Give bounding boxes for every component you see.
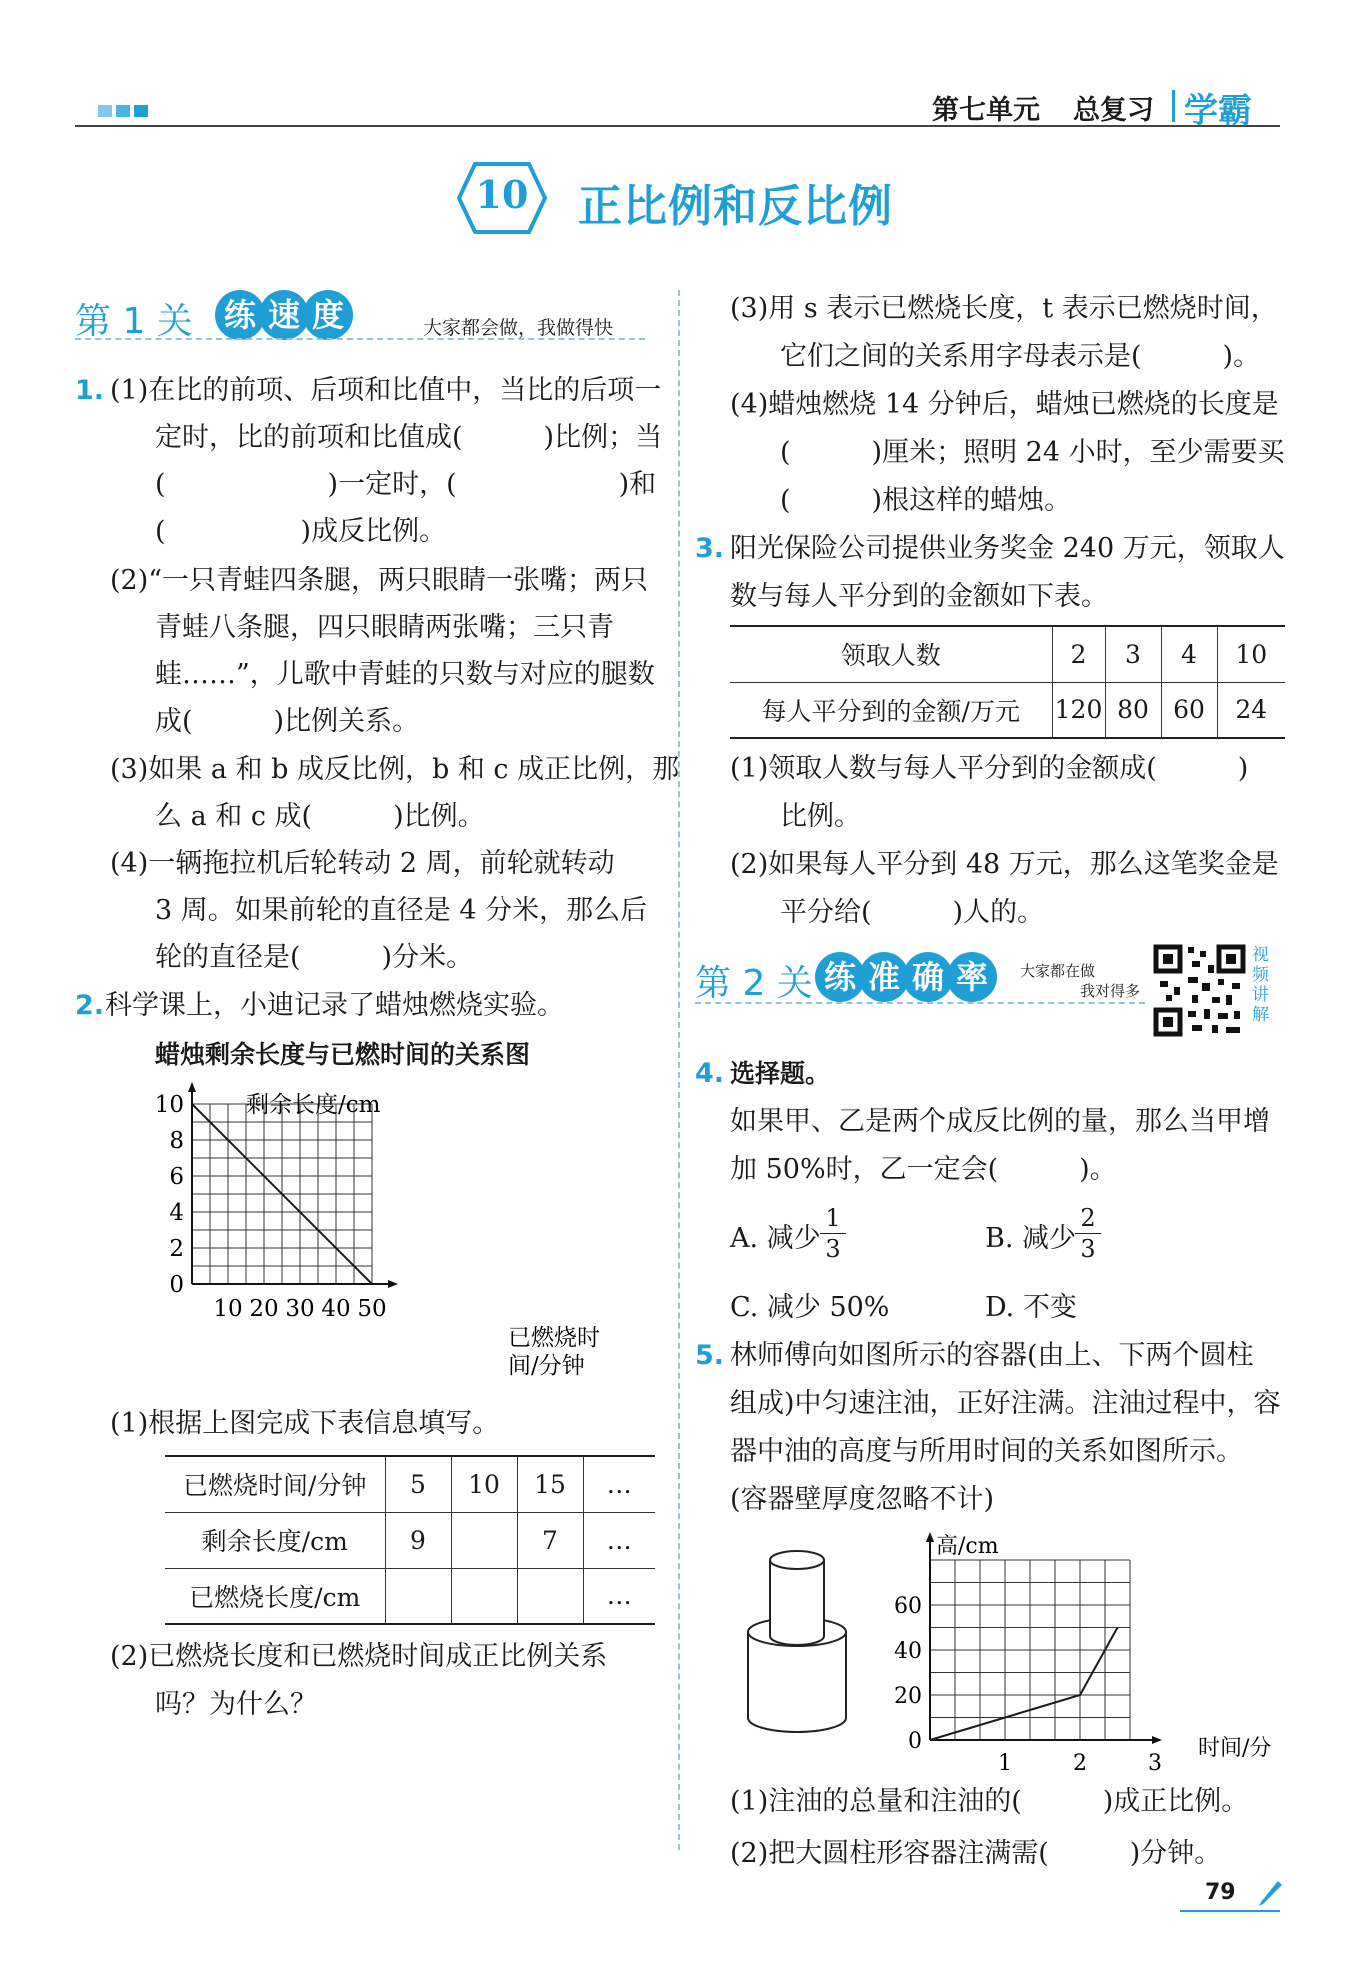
q3-sub2: 平分给( )人的。	[780, 897, 1045, 928]
q1-line: 成( )比例关系。	[155, 706, 420, 737]
table-cell: 120	[1052, 682, 1105, 738]
option-d[interactable]: D. 不变	[985, 1292, 1077, 1323]
y-tick-label: 8	[169, 1128, 184, 1154]
q1-line: 青蛙八条腿，四只眼睛两张嘴；三只青	[155, 612, 614, 643]
q5-text: 组成)中匀速注油，正好注满。注油过程中，容	[730, 1388, 1281, 1419]
y-axis-arrow	[926, 1532, 934, 1542]
table-cell: 15	[517, 1456, 583, 1512]
table-cell: 24	[1217, 682, 1285, 738]
table-cell[interactable]	[451, 1512, 517, 1568]
y-tick-label: 20	[894, 1684, 922, 1709]
header-separator	[1172, 90, 1175, 122]
q2-sub4: ( )根这样的蜡烛。	[780, 485, 1072, 516]
q4-text: 如果甲、乙是两个成反比例的量，那么当甲增	[730, 1106, 1270, 1137]
option-a-label: A. 减少	[730, 1223, 821, 1254]
q3-table	[730, 625, 1285, 739]
q3-sub2: (2)如果每人平分到 48 万元，那么这笔奖金是	[730, 849, 1279, 880]
option-a[interactable]	[730, 1215, 821, 1262]
chart2-xlabel: 时间/分	[1198, 1736, 1272, 1761]
q3-number: 3.	[695, 533, 725, 564]
table-cell: 10	[451, 1456, 517, 1512]
x-axis-arrow	[1152, 1736, 1162, 1744]
option-c[interactable]: C. 减少 50%	[730, 1292, 890, 1323]
x-tick-label: 30	[285, 1296, 315, 1322]
q3-sub1: (1)领取人数与每人平分到的金额成( )	[730, 753, 1249, 784]
q1-line: (4)一辆拖拉机后轮转动 2 周，前轮就转动	[110, 848, 615, 879]
table-cell: 已燃烧长度/cm	[189, 1582, 361, 1612]
q4-text: 加 50%时，乙一定会( )。	[730, 1154, 1117, 1185]
y-tick-label: 0	[169, 1272, 184, 1298]
table-cell: 领取人数	[840, 641, 941, 671]
q2-sub2: 吗？为什么？	[155, 1689, 317, 1720]
q5-sub1: (1)注油的总量和注油的( )成正比例。	[730, 1786, 1249, 1817]
q1-line: (2)“一只青蛙四条腿，两只眼睛一张嘴；两只	[110, 565, 649, 596]
section2-underline	[695, 1002, 1145, 1004]
x-tick-label: 50	[357, 1296, 387, 1322]
title-number: 10	[475, 172, 529, 217]
x-tick-label: 3	[1148, 1751, 1162, 1776]
q5-text: 林师傅向如图所示的容器(由上、下两个圆柱	[730, 1340, 1254, 1371]
badge-char: 率	[947, 952, 997, 1002]
candle-chart	[154, 1082, 640, 1392]
y-tick-label: 4	[169, 1200, 184, 1226]
q3-text: 阳光保险公司提供业务奖金 240 万元，领取人	[730, 533, 1285, 564]
chart1-xlabel: 间/分钟	[508, 1353, 585, 1379]
q1-line: 3 周。如果前轮的直径是 4 分米，那么后	[155, 895, 648, 926]
table-row	[165, 1568, 655, 1624]
table-cell: …	[583, 1512, 655, 1568]
table-row	[165, 1456, 655, 1512]
header-review: 总复习	[1073, 95, 1154, 126]
pencil-icon	[1255, 1878, 1285, 1908]
chart1-ylabel: 剩余长度/cm	[246, 1092, 381, 1118]
q1-line: 蛙……”，儿歌中青蛙的只数与对应的腿数	[155, 659, 655, 690]
q2-sub2: (2)已燃烧长度和已燃烧时间成正比例关系	[110, 1641, 608, 1672]
table-cell: 4	[1161, 626, 1217, 682]
q2-sub4: ( )厘米；照明 24 小时，至少需要买	[780, 437, 1285, 468]
section2-label: 第 2 关	[695, 963, 813, 1004]
badge-char: 练	[215, 290, 265, 340]
table-cell[interactable]	[517, 1568, 583, 1624]
section2-slogan: 我对得多	[1080, 982, 1141, 1000]
y-tick-label: 0	[908, 1729, 922, 1754]
table-cell: 5	[385, 1456, 451, 1512]
badge-char: 度	[303, 290, 353, 340]
chart1-xlabel: 已燃烧时	[508, 1325, 600, 1351]
q2-sub3: (3)用 s 表示已燃烧长度，t 表示已燃烧时间，	[730, 293, 1278, 324]
section2-badge	[815, 952, 991, 1002]
badge-char: 确	[903, 952, 953, 1002]
page-title: 正比例和反比例	[578, 181, 893, 232]
table-row	[730, 626, 1285, 682]
chart2-ylabel: 高/cm	[936, 1534, 999, 1559]
qr-code-icon[interactable]	[1152, 943, 1247, 1038]
q1-line: ( )成反比例。	[155, 516, 447, 547]
q5-text: (容器壁厚度忽略不计)	[730, 1484, 995, 1515]
brand-logo: 学霸	[1184, 91, 1252, 131]
table-row	[165, 1512, 655, 1568]
container-cylinders-icon	[740, 1540, 855, 1740]
q1-line: (1)在比的前项、后项和比值中，当比的后项一	[110, 375, 662, 406]
badge-char: 速	[259, 290, 309, 340]
table-row	[730, 682, 1285, 738]
q5-number: 5.	[695, 1340, 725, 1371]
q5-text: 器中油的高度与所用时间的关系如图所示。	[730, 1436, 1243, 1467]
section1-label: 第 1 关	[75, 301, 193, 342]
table-cell: 60	[1161, 682, 1217, 738]
badge-char: 练	[815, 952, 865, 1002]
table-cell: 每人平分到的金额/万元	[761, 696, 1020, 726]
q2-sub4: (4)蜡烛燃烧 14 分钟后，蜡烛已燃烧的长度是	[730, 389, 1279, 420]
y-axis-arrow	[188, 1082, 196, 1092]
option-b-label: B. 减少	[985, 1223, 1077, 1254]
fraction-numerator: 2	[1075, 1203, 1101, 1234]
q1-line: 么 a 和 c 成( )比例。	[155, 801, 485, 832]
chart1-title: 蜡烛剩余长度与已燃时间的关系图	[155, 1040, 531, 1069]
q2-number: 2.	[75, 990, 105, 1021]
x-axis-arrow	[388, 1280, 398, 1288]
option-a-fraction	[820, 1203, 846, 1264]
y-tick-label: 6	[169, 1164, 184, 1190]
table-cell: 9	[385, 1512, 451, 1568]
section1-badge	[215, 290, 347, 340]
y-tick-label: 2	[169, 1236, 184, 1262]
y-tick-label: 10	[154, 1092, 184, 1118]
chart2-series-line	[930, 1628, 1118, 1741]
fraction-numerator: 1	[820, 1203, 846, 1234]
table-cell: …	[583, 1568, 655, 1624]
q1-line: 定时，比的前项和比值成( )比例；当	[155, 422, 663, 453]
q2-table	[165, 1455, 655, 1625]
table-cell: …	[583, 1456, 655, 1512]
table-cell: 2	[1052, 626, 1105, 682]
q1-line: 轮的直径是( )分米。	[155, 942, 474, 973]
page-number: 79	[1205, 1880, 1236, 1905]
q2-text: 科学课上，小迪记录了蜡烛燃烧实验。	[105, 990, 564, 1021]
option-b-fraction	[1075, 1203, 1101, 1264]
x-tick-label: 1	[998, 1751, 1012, 1776]
header-unit: 第七单元	[932, 95, 1040, 126]
q3-text: 数与每人平分到的金额如下表。	[730, 581, 1108, 612]
header-decoration	[98, 102, 148, 121]
oil-height-chart	[880, 1528, 1290, 1776]
column-divider	[678, 290, 680, 1850]
q4-label: 选择题。	[730, 1059, 831, 1088]
q5-sub2: (2)把大圆柱形容器注满需( )分钟。	[730, 1838, 1222, 1869]
q1-line: (3)如果 a 和 b 成反比例，b 和 c 成正比例，那	[110, 754, 680, 785]
table-cell[interactable]	[385, 1568, 451, 1624]
video-explanation-link[interactable]: 视频讲解	[1252, 945, 1269, 1025]
fraction-denominator: 3	[825, 1235, 841, 1263]
q2-sub3: 它们之间的关系用字母表示是( )。	[780, 341, 1261, 372]
table-cell: 剩余长度/cm	[201, 1527, 348, 1556]
section2-slogan: 大家都在做	[1020, 962, 1096, 980]
table-cell: 10	[1217, 626, 1285, 682]
x-tick-label: 40	[321, 1296, 351, 1322]
y-tick-label: 40	[894, 1639, 922, 1664]
x-tick-label: 10	[213, 1296, 243, 1322]
table-cell: 已燃烧时间/分钟	[183, 1471, 367, 1501]
table-cell: 7	[517, 1512, 583, 1568]
option-b[interactable]	[985, 1215, 1076, 1262]
q1-line: ( )一定时，( )和	[155, 469, 657, 500]
table-cell: 3	[1105, 626, 1161, 682]
table-cell[interactable]	[451, 1568, 517, 1624]
y-tick-label: 60	[894, 1594, 922, 1619]
q1-number: 1.	[75, 375, 105, 406]
table-cell: 80	[1105, 682, 1161, 738]
x-tick-label: 20	[249, 1296, 279, 1322]
x-tick-label: 2	[1073, 1751, 1087, 1776]
badge-char: 准	[859, 952, 909, 1002]
q4-number: 4.	[695, 1058, 725, 1089]
q2-sub1: (1)根据上图完成下表信息填写。	[110, 1408, 500, 1439]
fraction-denominator: 3	[1080, 1235, 1096, 1263]
q3-sub1: 比例。	[780, 801, 861, 832]
section1-slogan: 大家都会做，我做得快	[423, 317, 614, 339]
footer-rule	[1180, 1910, 1280, 1912]
